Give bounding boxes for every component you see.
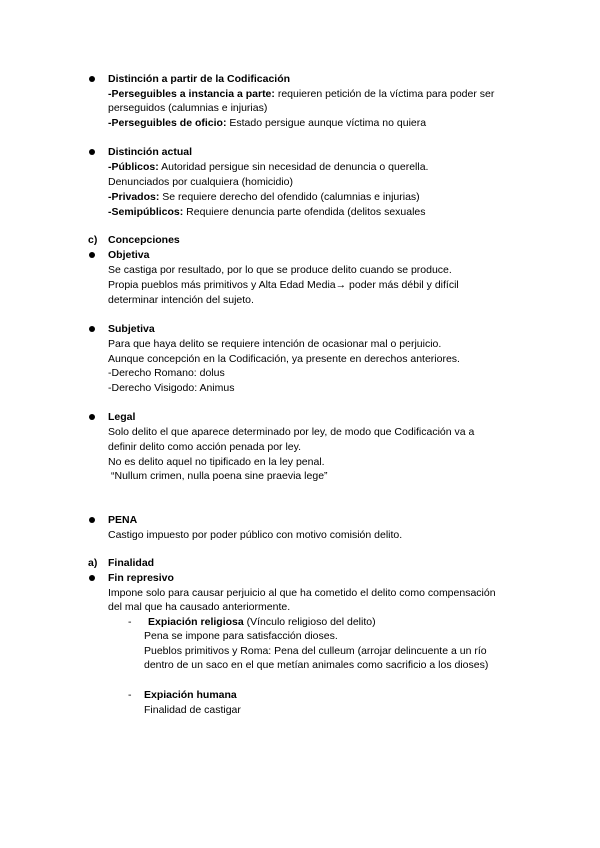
quote-line: “Nullum crimen, nulla poena sine praevia lege” bbox=[111, 470, 328, 482]
text-line: definir delito como acción penada por ley. bbox=[108, 441, 302, 453]
text-line bbox=[148, 615, 376, 629]
bullet bbox=[89, 252, 95, 258]
section-heading: Finalidad bbox=[108, 557, 155, 569]
text-line: dentro de un saco en el que metían animales como sacrificio a los dioses) bbox=[144, 659, 489, 671]
bold-term: -Perseguibles a instancia a parte: bbox=[108, 88, 275, 100]
bullet bbox=[89, 76, 95, 82]
definition: Autoridad persigue sin necesidad de denuncia o querella. bbox=[158, 161, 429, 173]
definition: requieren petición de la víctima para poder ser bbox=[274, 88, 495, 100]
text-line: Solo delito el que aparece determinado por ley, de modo que Codificación va a bbox=[108, 426, 475, 438]
text-line bbox=[108, 205, 426, 219]
definition: (Vínculo religioso del delito) bbox=[243, 616, 376, 628]
text-line: -Derecho Romano: dolus bbox=[108, 367, 225, 379]
text-line: -Derecho Visigodo: Animus bbox=[108, 382, 235, 394]
section-heading: PENA bbox=[108, 514, 138, 526]
dash-marker: - bbox=[128, 689, 132, 701]
bold-term: -Semipúblicos: bbox=[108, 206, 184, 218]
text-line bbox=[108, 190, 420, 204]
bullet bbox=[89, 326, 95, 332]
definition: Se requiere derecho del ofendido (calumnias e injurias) bbox=[159, 191, 420, 203]
text-line: Pueblos primitivos y Roma: Pena del culleum (arrojar delincuente a un río bbox=[144, 645, 487, 657]
bold-term: -Privados: bbox=[108, 191, 160, 203]
section-heading: Concepciones bbox=[108, 234, 180, 246]
text-line: Para que haya delito se requiere intención de ocasionar mal o perjuicio. bbox=[108, 338, 442, 350]
bullet bbox=[89, 517, 95, 523]
list-marker: a) bbox=[88, 557, 98, 569]
text-line: Pena se impone para satisfacción dioses. bbox=[144, 630, 338, 642]
bold-term: -Públicos: bbox=[108, 161, 159, 173]
bullet bbox=[89, 149, 95, 155]
text-line: perseguidos (calumnias e injurias) bbox=[108, 102, 268, 114]
text-line: Impone solo para causar perjuicio al que ha cometido el delito como compensación bbox=[108, 587, 496, 599]
section-heading: Distinción a partir de la Codificación bbox=[108, 73, 291, 85]
text-line: Finalidad de castigar bbox=[144, 704, 241, 716]
text-line bbox=[108, 87, 494, 101]
list-marker: c) bbox=[88, 234, 98, 246]
text-line: Se castiga por resultado, por lo que se produce delito cuando se produce. bbox=[108, 264, 452, 276]
definition: Requiere denuncia parte ofendida (delitos sexuales bbox=[183, 206, 426, 218]
section-heading: Distinción actual bbox=[108, 146, 193, 158]
text-line: No es delito aquel no tipificado en la ley penal. bbox=[108, 456, 325, 468]
bullet bbox=[89, 575, 95, 581]
section-heading: Fin represivo bbox=[108, 572, 174, 584]
bold-term: Expiación humana bbox=[144, 689, 237, 701]
text-line: Castigo impuesto por poder público con motivo comisión delito. bbox=[108, 529, 403, 541]
dash-marker: - bbox=[128, 616, 132, 628]
bold-term: -Perseguibles de oficio: bbox=[108, 117, 227, 129]
definition: Estado persigue aunque víctima no quiera bbox=[226, 117, 427, 129]
text-line bbox=[108, 160, 428, 174]
text-line: determinar intención del sujeto. bbox=[108, 294, 254, 306]
section-heading: Subjetiva bbox=[108, 323, 155, 335]
bullet bbox=[89, 414, 95, 420]
bold-term: Expiación religiosa bbox=[148, 616, 244, 628]
text-line: Propia pueblos más primitivos y Alta Edad Media→ poder más débil y difícil bbox=[108, 279, 459, 291]
text-line: Aunque concepción en la Codificación, ya presente en derechos anteriores. bbox=[108, 353, 460, 365]
text-line bbox=[108, 116, 426, 130]
text-line: del mal que ha causado anteriormente. bbox=[108, 601, 291, 613]
text-line: Denunciados por cualquiera (homicidio) bbox=[108, 176, 294, 188]
section-heading: Objetiva bbox=[108, 249, 150, 261]
section-heading: Legal bbox=[108, 411, 136, 423]
